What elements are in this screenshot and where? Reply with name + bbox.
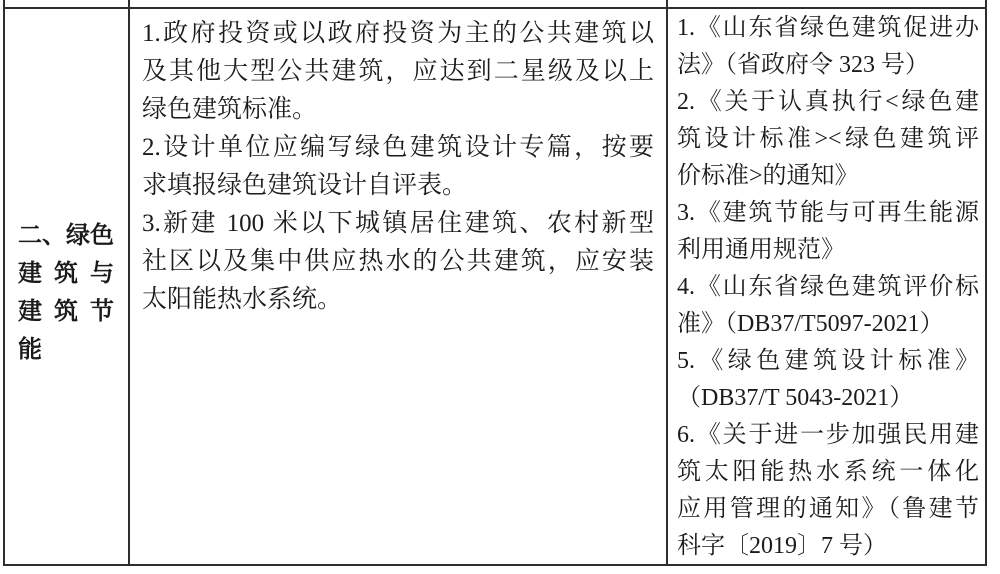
text-line: 筑太阳能热水系统一体化 — [677, 459, 979, 485]
regulation-item-2 — [677, 84, 979, 195]
text-line: 6.《关于进一步加强民用建 — [677, 422, 979, 448]
text-line: 1.《山东省绿色建筑促进办 — [677, 15, 979, 41]
requirement-item-3 — [142, 205, 654, 319]
text-line: 价标准>的通知》 — [677, 163, 859, 189]
text-line: 2.设计单位应编写绿色建筑设计专篇，按要 — [142, 134, 654, 161]
regulation-item-6 — [677, 417, 979, 564]
text-line: 二、绿色 — [18, 222, 114, 249]
text-line: 求填报绿色建筑设计自评表。 — [142, 172, 468, 199]
text-line: 3.《建筑节能与可再生能源 — [677, 200, 979, 226]
regulation-item-1 — [677, 10, 979, 84]
requirement-item-2 — [142, 129, 654, 205]
requirements-cell — [130, 9, 668, 564]
text-line: 及其他大型公共建筑，应达到二星级及以上 — [142, 58, 654, 85]
text-line: 1.政府投资或以政府投资为主的公共建筑以 — [142, 20, 654, 47]
table-grid-line-left-stub — [3, 0, 5, 7]
table-grid-line-col2-stub — [666, 0, 668, 7]
text-line: （DB37/T 5043-2021） — [677, 385, 914, 411]
text-line: 5.《绿色建筑设计标准》 — [677, 348, 979, 374]
regulation-item-4 — [677, 269, 979, 343]
text-line: 科字〔2019〕7 号） — [677, 533, 887, 559]
regulation-item-3 — [677, 195, 979, 269]
text-line: 建筑与 — [18, 260, 114, 287]
text-line: 社区以及集中供应热水的公共建筑，应安装 — [142, 248, 654, 275]
text-line: 绿色建筑标准。 — [142, 96, 318, 123]
text-line: 4.《山东省绿色建筑评价标 — [677, 274, 979, 300]
regulations-cell — [668, 9, 985, 564]
requirement-item-1 — [142, 15, 654, 129]
table-grid-line-right-stub — [985, 0, 987, 7]
text-line: 3.新建 100 米以下城镇居住建筑、农村新型 — [142, 210, 654, 237]
text-line: 利用通用规范》 — [677, 237, 845, 263]
table-grid-line-col1-stub — [128, 0, 130, 7]
text-line: 太阳能热水系统。 — [142, 286, 343, 313]
text-line: 准》（DB37/T5097-2021） — [677, 311, 944, 337]
category-cell — [5, 9, 130, 564]
text-line: 2.《关于认真执行<绿色建 — [677, 89, 979, 115]
table-row-green-building — [3, 7, 987, 566]
text-line: 筑设计标准><绿色建筑评 — [677, 126, 979, 152]
regulation-item-5 — [677, 343, 979, 417]
text-line: 应用管理的通知》（鲁建节 — [677, 496, 979, 522]
text-line: 能 — [18, 336, 42, 363]
text-line: 法》（省政府令 323 号） — [677, 52, 929, 78]
text-line: 建筑节 — [18, 298, 114, 325]
